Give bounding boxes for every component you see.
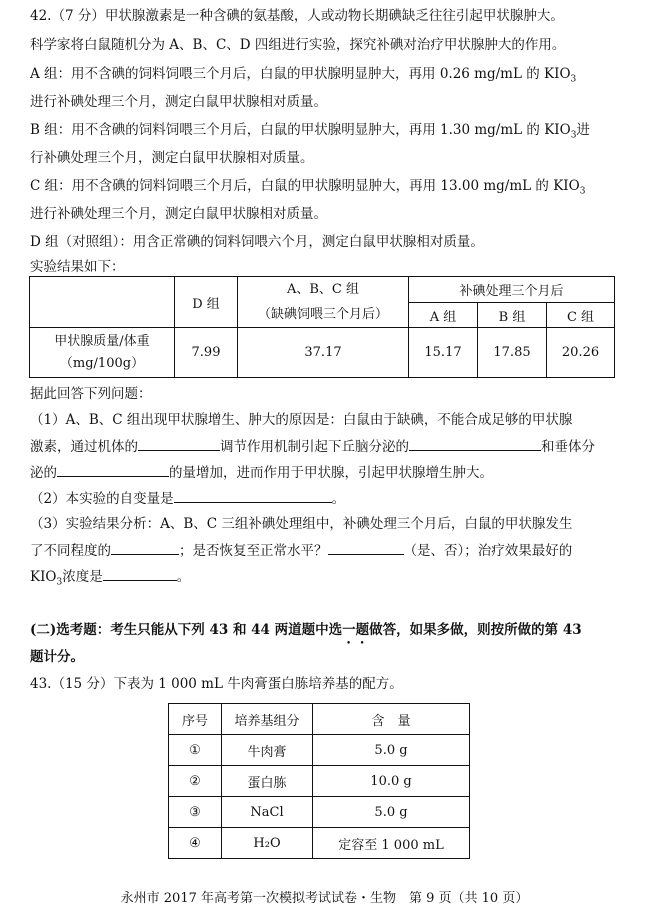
q42-header: 42.（7 分）甲状腺激素是一种含碘的氨基酸，人或动物长期碘缺乏往往引起甲状腺肿大。: [30, 8, 564, 24]
group-c-line-2: 进行补碘处理三个月，测定白鼠甲状腺相对质量。: [30, 206, 327, 222]
part2-line: （2）本实验的自变量是 。: [30, 488, 345, 509]
header-c-group: C 组: [547, 303, 615, 328]
table-row: [169, 828, 470, 859]
group-b-line-1: B 组：用不含碘的饲料饲喂三个月后，白鼠的甲状腺明显肿大，再用 1.30 mg/mL 的 $KIO_3$进: [30, 122, 590, 141]
table-row: [169, 766, 470, 797]
header-a-group: A 组: [409, 303, 478, 328]
part1-line-2: 激素，通过机体的 调节作用机制引起下丘脑分泌的 和垂体分: [30, 436, 595, 457]
row-component: H₂O: [222, 828, 313, 859]
row-component: 牛肉膏: [222, 735, 313, 766]
medium-recipe-table: [168, 703, 470, 859]
header-d-group: D 组: [175, 277, 238, 328]
results-label: 实验结果如下：: [30, 259, 125, 275]
q43-header: 43.（15 分）下表为 1 000 mL 牛肉膏蛋白胨培养基的配方。: [30, 676, 403, 692]
blank-independent-variable[interactable]: [174, 488, 332, 503]
group-a-line-1: A 组：用不含碘的饲料饲喂三个月后，白鼠的甲状腺明显肿大，再用 0.26 mg/mL 的 $KIO_3$: [30, 66, 577, 85]
part3-line-2: 了不同程度的 ；是否恢复至正常水平？ （是、否）；治疗效果最好的: [30, 540, 572, 561]
row-amount: 5.0 g: [313, 735, 470, 766]
part3-line-1: （3）实验结果分析：A、B、C 三组补碘处理组中，补碘处理三个月后，白鼠的甲状腺发生: [30, 516, 573, 532]
blank-degree[interactable]: [111, 540, 179, 555]
part1-line-3: 泌的 的量增加，进而作用于甲状腺，引起甲状腺增生肿大。: [30, 462, 493, 483]
part1-line-1: （1）A、B、C 组出现甲状腺增生、肿大的原因是：白鼠由于缺碘，不能合成足够的甲状腺: [30, 412, 573, 428]
q42-intro: 科学家将白鼠随机分为 A、B、C、D 四组进行实验，探究补碘对治疗甲状腺肿大的作用。: [30, 37, 566, 53]
value-abc: 37.17: [238, 328, 409, 378]
page-footer: 永州市 2017 年高考第一次模拟考试试卷・生物 第 9 页（共 10 页）: [120, 891, 529, 906]
value-a: 15.17: [409, 328, 478, 378]
elective-instruction-line-2: 题计分。: [30, 649, 84, 665]
blank-best-concentration[interactable]: [103, 566, 177, 581]
row-amount: 5.0 g: [313, 797, 470, 828]
header-abc-group: A、B、C 组 （缺碘饲喂三个月后）: [238, 277, 409, 328]
row-amount: 10.0 g: [313, 766, 470, 797]
row-label: 甲状腺质量/体重 （mg/100g）: [30, 328, 175, 378]
table-row: [169, 735, 470, 766]
value-b: 17.85: [478, 328, 547, 378]
row-component: NaCl: [222, 797, 313, 828]
header-supplement: 补碘处理三个月后: [409, 277, 615, 303]
table-corner-cell: [30, 277, 175, 328]
group-a-line-2: 进行补碘处理三个月，测定白鼠甲状腺相对质量。: [30, 94, 327, 110]
group-b-line-2: 行补碘处理三个月，测定白鼠甲状腺相对质量。: [30, 150, 314, 166]
blank-pituitary-hormone[interactable]: [57, 462, 169, 477]
row-number: ④: [169, 828, 222, 859]
elective-instruction-line-1: (二)选考题：考生只能从下列 43 和 44 两道题中选一题做答，如果多做，则按所做的第 43: [30, 622, 582, 638]
col-header-component: 培养基组分: [222, 704, 313, 735]
results-table: [29, 276, 615, 378]
col-header-amount: 含 量: [313, 704, 470, 735]
answer-prompt: 据此回答下列问题：: [30, 386, 152, 402]
group-d-line: D 组（对照组）：用含正常碘的饲料饲喂六个月，测定白鼠甲状腺相对质量。: [30, 234, 484, 250]
blank-recovered[interactable]: [328, 540, 404, 555]
part3-line-3: $KIO_3$浓度是 。: [30, 566, 190, 593]
blank-hypothalamus-hormone[interactable]: [409, 436, 541, 451]
row-amount: 定容至 1 000 mL: [313, 828, 470, 859]
value-c: 20.26: [547, 328, 615, 378]
row-component: 蛋白胨: [222, 766, 313, 797]
row-number: ①: [169, 735, 222, 766]
row-number: ③: [169, 797, 222, 828]
group-c-line-1: C 组：用不含碘的饲料饲喂三个月后，白鼠的甲状腺明显肿大，再用 13.00 mg/mL 的 $KIO_3$: [30, 178, 586, 197]
blank-regulation[interactable]: [138, 436, 220, 451]
col-header-number: 序号: [169, 704, 222, 735]
row-number: ②: [169, 766, 222, 797]
table-row: [169, 797, 470, 828]
value-d: 7.99: [175, 328, 238, 378]
header-b-group: B 组: [478, 303, 547, 328]
